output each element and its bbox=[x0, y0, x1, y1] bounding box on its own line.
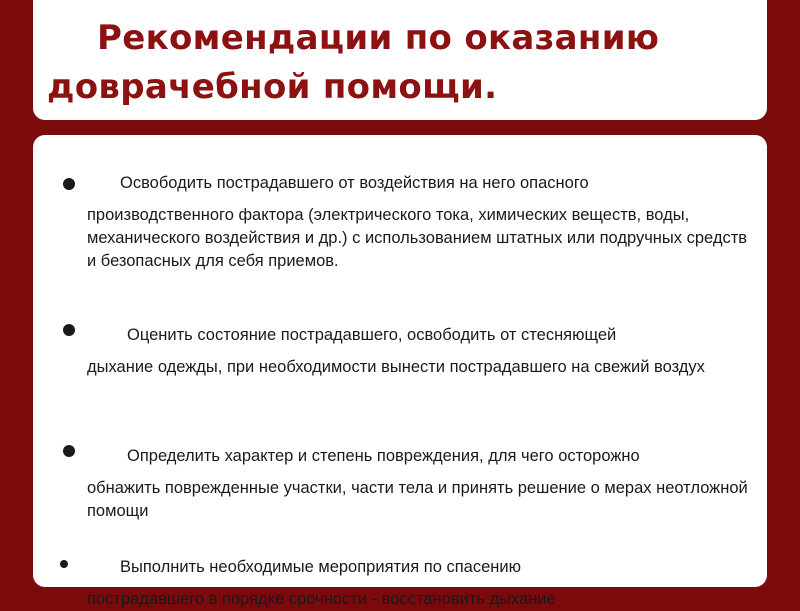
bullet-text bbox=[87, 445, 757, 523]
bullet-continuation: обнажить поврежденные участки, части тела и принять решение о мерах неотложной помощи bbox=[87, 479, 748, 520]
bullet-text bbox=[87, 324, 757, 379]
bullet-continuation: пострадавшего в порядке срочности - восстановить дыхание bbox=[87, 590, 556, 608]
bullet-continuation: производственного фактора (электрического тока, химических веществ, воды, механического воздействия и др.) с использованием штатных или подручных средств и безопасных для себя приемов. bbox=[87, 206, 748, 270]
bullet-dot-icon bbox=[63, 445, 75, 457]
bullet-dot-icon bbox=[63, 324, 75, 336]
title-card bbox=[33, 0, 767, 120]
bullet-first-line: Выполнить необходимые мероприятия по спасению bbox=[120, 558, 521, 576]
bullet-text bbox=[87, 172, 757, 273]
bullet-dot-icon bbox=[60, 560, 68, 568]
bullet-first-line: Определить характер и степень повреждения, для чего осторожно bbox=[127, 447, 640, 465]
slide-title: Рекомендации по оказанию доврачебной помощи. bbox=[47, 18, 660, 107]
content-card bbox=[33, 135, 767, 608]
bullet-first-line: Оценить состояние пострадавшего, освободить от стесняющей bbox=[127, 326, 617, 344]
bullet-continuation: дыхание одежды, при необходимости вынести пострадавшего на свежий воздух bbox=[87, 358, 705, 376]
bullet-dot-icon bbox=[63, 178, 75, 190]
bullet-first-line: Освободить пострадавшего от воздействия на него опасного bbox=[120, 174, 589, 192]
bullet-text bbox=[87, 556, 757, 611]
